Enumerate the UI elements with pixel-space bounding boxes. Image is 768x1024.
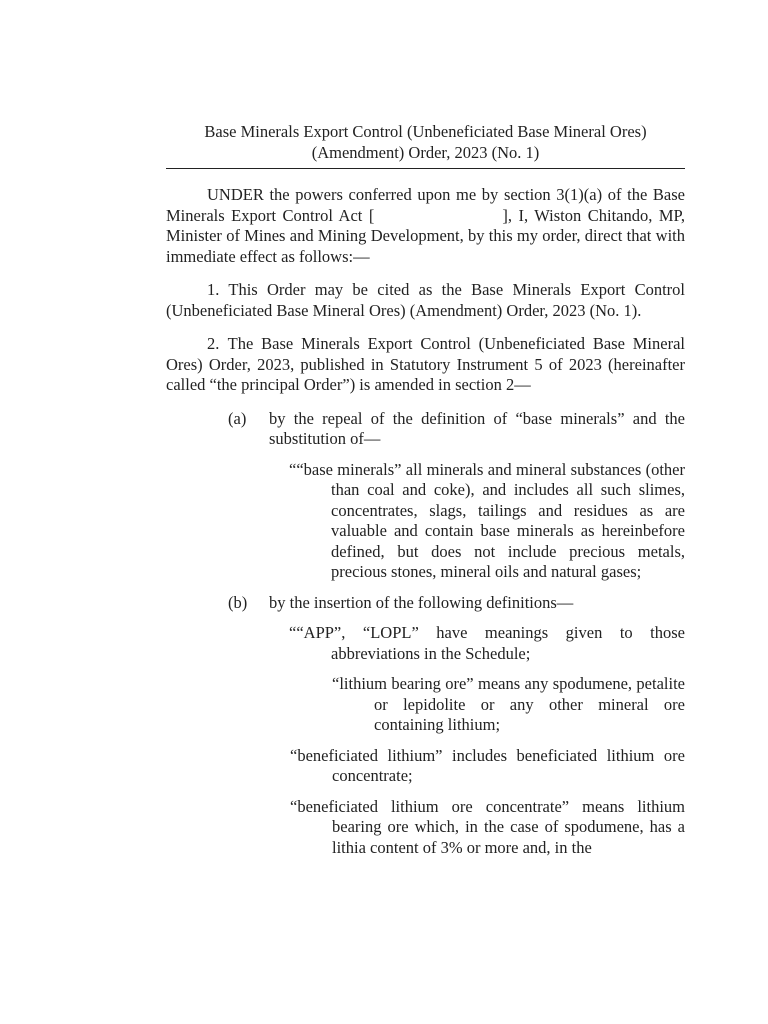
preamble-paragraph bbox=[166, 185, 685, 267]
section-1-paragraph: 1. This Order may be cited as the Base Minerals Export Control (Unbeneficiated Base Mineral Ores) (Amendment) Order, 2023 (No. 1). bbox=[166, 280, 685, 320]
title-line-1: Base Minerals Export Control (Unbeneficiated Base Mineral Ores) bbox=[204, 122, 647, 141]
definition-base-minerals: ““base minerals” all minerals and mineral substances (other than coal and coke), and includes all such slimes, concentrates, slags, tailings and residues as are valuable and contain base minerals as hereinbefore defined, but does not include precious metals, precious stones, mineral oils and natural gases; bbox=[289, 459, 685, 581]
preamble-text-1: UNDER the powers conferred upon me by section 3(1)(a) of the Base Minerals Export Control Act [ bbox=[166, 185, 685, 225]
item-b-text: by the insertion of the following definitions— bbox=[269, 592, 574, 612]
title-rule bbox=[166, 168, 685, 169]
item-b bbox=[228, 593, 685, 614]
item-b-label: (b) bbox=[228, 592, 248, 612]
item-a-label: (a) bbox=[228, 408, 247, 428]
order-title bbox=[166, 121, 685, 163]
definition-lithium-bearing-ore: “lithium bearing ore” means any spodumene, petalite or lepidolite or any other mineral ore containing lithium; bbox=[332, 674, 685, 734]
item-a bbox=[228, 409, 685, 450]
section-2-paragraph: 2. The Base Minerals Export Control (Unbeneficiated Base Mineral Ores) Order, 2023, published in Statutory Instrument 5 of 2023 (hereinafter called “the principal Order”) is amended in section 2— bbox=[166, 334, 685, 394]
title-line-2: (Amendment) Order, 2023 (No. 1) bbox=[311, 143, 540, 162]
item-a-text: by the repeal of the definition of “base minerals” and the substitution of— bbox=[269, 408, 685, 448]
definition-app-lopl: ““APP”, “LOPL” have meanings given to those abbreviations in the Schedule; bbox=[289, 623, 685, 663]
preamble-text-2: ], I, Wiston Chitando, MP, Minister of Mines and Mining Development, by this my order, direct that with immediate effect as follows:— bbox=[166, 205, 685, 266]
definition-lithium-ore-concentrate: “beneficiated lithium ore concentrate” means lithium bearing ore which, in the case of spodumene, has a lithia content of 3% or more and, in the bbox=[290, 796, 685, 857]
definition-beneficiated-lithium: “beneficiated lithium” includes beneficiated lithium ore concentrate; bbox=[290, 745, 685, 785]
order-body bbox=[166, 185, 685, 868]
